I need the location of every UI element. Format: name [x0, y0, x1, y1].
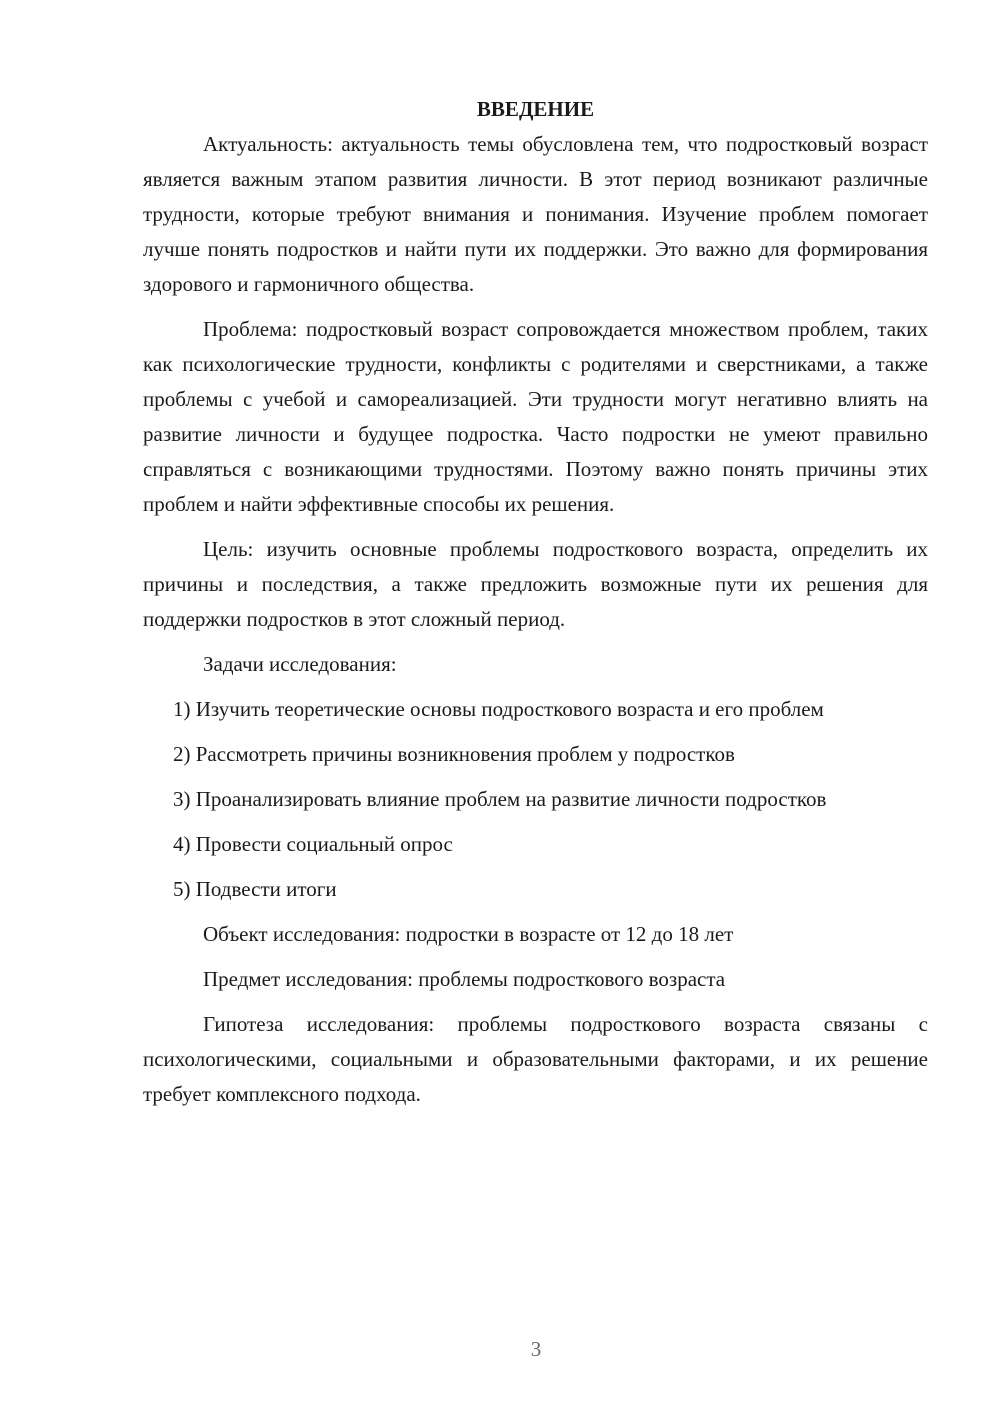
page-content — [143, 92, 928, 1112]
task-item-5: 5) Подвести итоги — [173, 877, 337, 901]
research-object: Объект исследования: подростки в возрасте от 12 до 18 лет — [203, 922, 734, 946]
tasks-heading: Задачи исследования: — [203, 652, 397, 676]
problem-paragraph: Проблема: подростковый возраст сопровождается множеством проблем, таких как психологические трудности, конфликты с родителями и сверстниками, а также проблемы с учебой и самореализацией. Эти трудности могут негативно влиять на развитие личности и будущее подростка. Часто подростки не умеют правильно справляться с возникающими трудностями. Поэтому важно понять причины этих проблем и найти эффективные способы их решения. — [143, 317, 928, 516]
page-title: ВВЕДЕНИЕ — [476, 97, 595, 121]
task-item-2: 2) Рассмотреть причины возникновения проблем у подростков — [173, 742, 735, 766]
task-item-4: 4) Провести социальный опрос — [173, 832, 453, 856]
task-item-3: 3) Проанализировать влияние проблем на развитие личности подростков — [173, 787, 827, 811]
research-subject: Предмет исследования: проблемы подросткового возраста — [203, 967, 726, 991]
page-number: 3 — [530, 1337, 542, 1361]
goal-paragraph: Цель: изучить основные проблемы подросткового возраста, определить их причины и последствия, а также предложить возможные пути их решения для поддержки подростков в этот сложный период. — [143, 537, 928, 631]
task-item-1: 1) Изучить теоретические основы подросткового возраста и его проблем — [173, 697, 824, 721]
relevance-paragraph: Актуальность: актуальность темы обусловлена тем, что подростковый возраст является важным этапом развития личности. В этот период возникают различные трудности, которые требуют внимания и понимания. Изучение проблем помогает лучше понять подростков и найти пути их поддержки. Это важно для формирования здорового и гармоничного общества. — [143, 132, 928, 296]
research-hypothesis: Гипотеза исследования: проблемы подросткового возраста связаны с психологическими, социальными и образовательными факторами, и их решение требует комплексного подхода. — [143, 1012, 928, 1106]
